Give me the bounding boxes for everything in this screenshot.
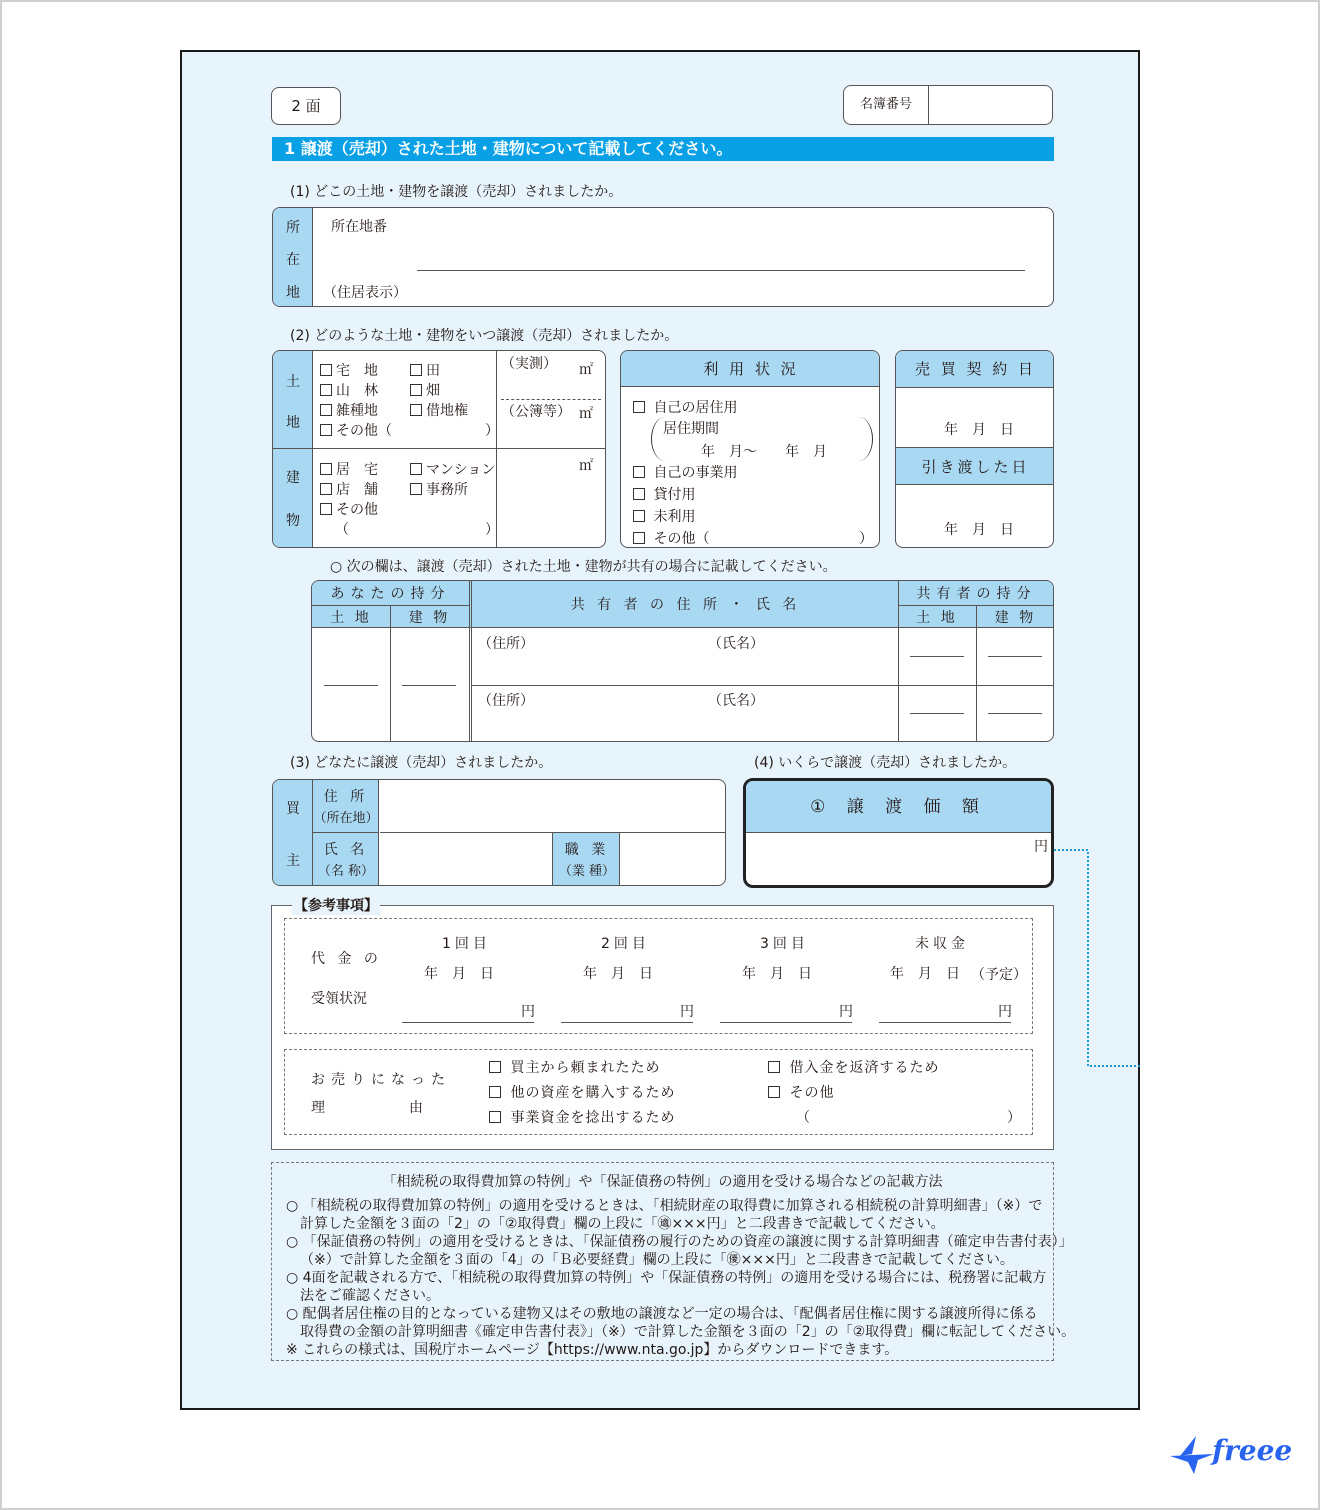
land-misc-label: 雑種地 (336, 403, 378, 419)
receivable-scheduled: （予定） (971, 967, 1027, 983)
land-field-checkbox[interactable] (410, 384, 422, 396)
reason-business-funds (489, 1107, 675, 1127)
reason-buy-other-asset-label: 他の資産を購入するため (510, 1085, 676, 1101)
bldg-area-unit: ㎡ (579, 458, 593, 474)
receivable-amount[interactable] (879, 1022, 1011, 1023)
sale-reason-box (284, 1049, 1033, 1135)
installment-1-date[interactable]: 年 月 日 (424, 966, 494, 982)
freee-logo (1168, 1430, 1293, 1480)
contract-date-field[interactable]: 年 月 日 (944, 422, 1014, 438)
receivable-date[interactable]: 年 月 日 (890, 966, 960, 982)
sale-price-field[interactable] (746, 834, 1026, 884)
reason-buyer-request-checkbox[interactable] (489, 1061, 501, 1073)
installment-2-amount[interactable] (561, 1022, 693, 1023)
receivable-header: 未収金 (915, 936, 969, 952)
usage-own-business-label: 自己の事業用 (653, 465, 738, 481)
usage-other (633, 528, 709, 548)
register-number-label: 名簿番号 (844, 86, 929, 124)
buyer-side-label (273, 780, 313, 886)
bldg-row-1 (320, 459, 495, 479)
your-share-building: 建 物 (408, 610, 451, 626)
installment-1-header: 1回目 (442, 936, 491, 952)
payment-status-box (284, 918, 1033, 1034)
survey-unit: ㎡ (579, 362, 593, 378)
co-owner-1-land-share-field[interactable] (910, 656, 964, 657)
land-row-1 (320, 360, 440, 380)
usage-unused-checkbox[interactable] (633, 510, 645, 522)
payment-label-2: 受領状況 (311, 991, 367, 1007)
receivable-yen: 円 (998, 1004, 1012, 1020)
land-residential-label: 宅 地 (336, 363, 378, 379)
lot-number-label: 所在地番 (331, 219, 387, 235)
residence-period-dates: 年 月～ 年 月 (701, 444, 827, 460)
installment-3-header: 3回目 (760, 936, 809, 952)
survey-area-field[interactable] (501, 399, 601, 400)
note-line-5: ○ 4面を記載される方で、「相続税の取得費加算の特例」や「保証債務の特例」の適用を受ける場合には、税務署に記載方 (286, 1270, 1047, 1286)
usage-own-residence-label: 自己の居住用 (653, 400, 738, 416)
buyer-occupation-header (552, 833, 620, 886)
land-other-label: その他（ (336, 423, 392, 439)
sale-price-yen: 円 (1034, 839, 1048, 855)
land-building-divider (313, 448, 605, 449)
bldg-house-label: 居 宅 (336, 462, 378, 478)
contract-date-header: 売 買 契 約 日 (896, 351, 1054, 388)
note-line-4: （※）で計算した金額を３面の「4」の「Ｂ必要経費」欄の上段に「㊝×××円」と二段書きで記載してください。 (300, 1252, 1014, 1268)
delivery-date-field[interactable]: 年 月 日 (944, 522, 1014, 538)
reason-other-checkbox[interactable] (768, 1086, 780, 1098)
land-forest-checkbox[interactable] (320, 384, 332, 396)
sale-price-header: ① 譲 渡 価 額 (746, 781, 1051, 833)
sale-price-box (743, 778, 1054, 888)
land-leasehold-checkbox[interactable] (410, 404, 422, 416)
residence-period-label: 居住期間 (663, 421, 719, 437)
usage-own-business-checkbox[interactable] (633, 466, 645, 478)
co-owner-2-land-share-field[interactable] (910, 713, 964, 714)
co-ownership-table (311, 580, 1054, 742)
land-leasehold-label: 借地権 (426, 403, 468, 419)
land-field-label: 畑 (426, 383, 440, 399)
buyer-char-2: 主 (286, 853, 300, 869)
instructions-title: 「相続税の取得費加算の特例」や「保証債務の特例」の適用を受ける場合などの記載方法 (382, 1174, 943, 1190)
your-share-land-field[interactable] (324, 685, 378, 686)
reason-other-paren-close: ） (1007, 1110, 1021, 1126)
co-owner-2-name-label: （氏名） (708, 693, 764, 709)
reason-buyer-request (489, 1057, 660, 1077)
land-residential-checkbox[interactable] (320, 364, 332, 376)
reason-label-1: お売りになった (311, 1072, 451, 1088)
usage-rental-checkbox[interactable] (633, 488, 645, 500)
land-char-2: 地 (286, 415, 300, 431)
land-forest-label: 山 林 (336, 383, 378, 399)
your-share-building-field[interactable] (402, 685, 456, 686)
q3-question: (3) どなたに譲渡（売却）されましたか。 (290, 755, 553, 771)
bldg-office-label: 事務所 (426, 482, 468, 498)
buyer-box (272, 779, 726, 886)
share-col-divider-2b (471, 581, 472, 741)
lot-number-field[interactable] (417, 270, 1025, 271)
reason-repay-loan-label: 借入金を返済するため (789, 1060, 940, 1076)
q1-question: (1) どこの土地・建物を譲渡（売却）されましたか。 (290, 184, 623, 200)
building-char-2: 物 (286, 513, 300, 529)
location-side-label (273, 208, 313, 307)
bldg-mansion-checkbox[interactable] (410, 463, 422, 475)
location-char-3: 地 (286, 285, 300, 301)
installment-1-yen: 円 (521, 1004, 535, 1020)
section-1-title: 1 譲渡（売却）された土地・建物について記載してください。 (272, 137, 1054, 161)
co-owner-1-building-share-field[interactable] (988, 656, 1042, 657)
usage-rental (633, 484, 695, 504)
location-char-2: 在 (286, 252, 300, 268)
usage-own-business (633, 462, 737, 482)
survey-label: （実測） (501, 356, 557, 372)
usage-other-paren-close: ） (859, 531, 873, 547)
register-number-box (843, 85, 1053, 125)
bldg-other-paren-close: ） (485, 522, 499, 538)
reason-business-funds-checkbox[interactable] (489, 1111, 501, 1123)
installment-1-amount[interactable] (402, 1022, 534, 1023)
note-line-2: 計算した金額を３面の「2」の「②取得費」欄の上段に「㊜×××円」と二段書きで記載してください。 (300, 1216, 945, 1232)
buyer-address-label: 住 所 (323, 789, 369, 805)
reason-other-paren-open: （ (796, 1110, 810, 1126)
usage-other-checkbox[interactable] (633, 532, 645, 544)
land-row-3 (320, 400, 468, 420)
share-col-divider-4 (976, 605, 977, 741)
installment-2-date[interactable]: 年 月 日 (583, 966, 653, 982)
building-char-1: 建 (286, 470, 300, 486)
co-owner-2-building-share-field[interactable] (988, 713, 1042, 714)
address-display-label: （住居表示） (323, 285, 407, 301)
reason-other (768, 1082, 834, 1102)
land-paddy-label: 田 (426, 363, 440, 379)
note-line-8: 取得費の金額の計算明細書《確定申告書付表》」（※）で計算した金額を３面の「2」の「②取得費」欄に転記してください。 (300, 1324, 1076, 1340)
co-owner-2-address-label: （住所） (478, 693, 534, 709)
reason-repay-loan-checkbox[interactable] (768, 1061, 780, 1073)
installment-2-yen: 円 (680, 1004, 694, 1020)
land-misc-checkbox[interactable] (320, 404, 332, 416)
buyer-name-sub: （名 称） (317, 864, 375, 879)
reference-title: 【参考事項】 (292, 895, 380, 915)
dates-box (895, 350, 1054, 548)
reason-buy-other-asset (489, 1082, 675, 1102)
your-share-land: 土 地 (330, 610, 372, 626)
usage-own-residence (633, 397, 737, 417)
usage-status-box (620, 350, 880, 548)
reason-buyer-request-label: 買主から頼まれたため (510, 1060, 661, 1076)
note-line-7: ○ 配偶者居住権の目的となっている建物又はその敷地の譲渡など一定の場合は、「配偶者居住権に関する譲渡所得に係る (286, 1306, 1038, 1322)
buyer-address-header (313, 780, 379, 833)
location-box (272, 207, 1054, 307)
share-col-divider-3 (898, 581, 899, 741)
land-side-label (273, 351, 313, 449)
co-owner-address-name-header: 共 有 者 の 住 所 ・ 氏 名 (570, 597, 799, 613)
co-owner-share-land: 土 地 (916, 610, 958, 626)
buyer-name-header (313, 833, 379, 886)
building-side-label (273, 449, 313, 548)
registry-unit: ㎡ (579, 406, 593, 422)
reason-buy-other-asset-checkbox[interactable] (489, 1086, 501, 1098)
reason-label-2: 理 由 (311, 1100, 423, 1116)
co-ownership-note: ○ 次の欄は、譲渡（売却）された土地・建物が共有の場合に記載してください。 (330, 559, 837, 575)
installment-2-header: 2回目 (601, 936, 650, 952)
land-paddy-checkbox[interactable] (410, 364, 422, 376)
bldg-office-checkbox[interactable] (410, 483, 422, 495)
land-other-paren-close: ） (485, 423, 499, 439)
page-label: 2 面 (271, 87, 341, 125)
usage-unused-label: 未利用 (653, 509, 696, 525)
share-col-divider-1 (390, 605, 391, 741)
register-number-field[interactable] (930, 86, 1052, 124)
share-col-divider-2 (469, 581, 470, 741)
co-owner-share-header: 共有者の持分 (916, 586, 1037, 602)
usage-other-label: その他（ (653, 531, 710, 547)
q2-question: (2) どのような土地・建物をいつ譲渡（売却）されましたか。 (290, 328, 679, 344)
note-line-6: 法をご確認ください。 (300, 1288, 440, 1304)
usage-rental-label: 貸付用 (653, 487, 696, 503)
note-line-1: ○ 「相続税の取得費加算の特例」の適用を受けるときは、「相続財産の取得費に加算される相続税の計算明細書」（※）で (286, 1198, 1043, 1214)
note-line-3: ○ 「保証債務の特例」の適用を受けるときは、「保証債務の履行のための資産の譲渡に関する計算明細書（確定申告書付表）」 (286, 1234, 1073, 1250)
bldg-store-label: 店 舗 (336, 482, 378, 498)
bldg-row-2 (320, 479, 468, 499)
co-owner-share-building: 建 物 (994, 610, 1037, 626)
buyer-char-1: 買 (286, 801, 300, 817)
delivery-date-header: 引き渡した日 (896, 447, 1054, 485)
buyer-occupation-label: 職 業 (564, 842, 610, 858)
bldg-mansion-label: マンション (426, 462, 496, 478)
land-char-1: 土 (286, 374, 300, 390)
note-line-9: ※ これらの様式は、国税庁ホームページ【https://www.nta.go.jp】からダウンロードできます。 (286, 1342, 899, 1358)
buyer-address-field[interactable] (380, 780, 725, 833)
usage-own-residence-checkbox[interactable] (633, 401, 645, 413)
usage-status-header: 利 用 状 況 (621, 351, 880, 387)
reason-repay-loan (768, 1057, 939, 1077)
buyer-occupation-sub: （業 種） (558, 864, 616, 879)
land-row-2 (320, 380, 440, 400)
form-page (180, 50, 1140, 1410)
location-char-1: 所 (286, 220, 300, 236)
instructions-box (271, 1162, 1076, 1361)
buyer-name-field[interactable] (380, 833, 552, 886)
your-share-header: あなたの持分 (330, 586, 451, 602)
payment-label-1: 代 金 の (311, 951, 382, 967)
co-owner-1-name-label: （氏名） (708, 636, 764, 652)
installment-3-date[interactable]: 年 月 日 (742, 966, 812, 982)
q4-question: (4) いくらで譲渡（売却）されましたか。 (754, 755, 1017, 771)
bldg-other-label: その他 (336, 502, 378, 518)
land-other-checkbox[interactable] (320, 424, 332, 436)
reason-other-label: その他 (789, 1085, 835, 1101)
bldg-store-checkbox[interactable] (320, 483, 332, 495)
bird-icon (1168, 1434, 1216, 1478)
freee-wordmark: freee (1212, 1434, 1293, 1467)
bldg-house-checkbox[interactable] (320, 463, 332, 475)
co-owner-row-divider (471, 685, 1054, 686)
installment-3-amount[interactable] (720, 1022, 852, 1023)
property-type-box (272, 350, 606, 548)
buyer-occupation-field[interactable] (621, 833, 725, 886)
land-row-other (320, 420, 392, 440)
buyer-address-sub: （所在地） (313, 811, 379, 826)
bldg-other-paren-open: （ (335, 522, 349, 538)
bldg-row-other (320, 499, 378, 519)
co-owner-1-address-label: （住所） (478, 636, 534, 652)
registry-label: （公簿等） (501, 404, 571, 420)
price-connector-line (1054, 842, 1144, 1072)
reason-business-funds-label: 事業資金を捻出するため (510, 1110, 676, 1126)
bldg-other-checkbox[interactable] (320, 503, 332, 515)
area-column-divider (496, 351, 497, 547)
installment-3-yen: 円 (839, 1004, 853, 1020)
buyer-name-label: 氏 名 (323, 842, 369, 858)
usage-unused (633, 506, 695, 526)
